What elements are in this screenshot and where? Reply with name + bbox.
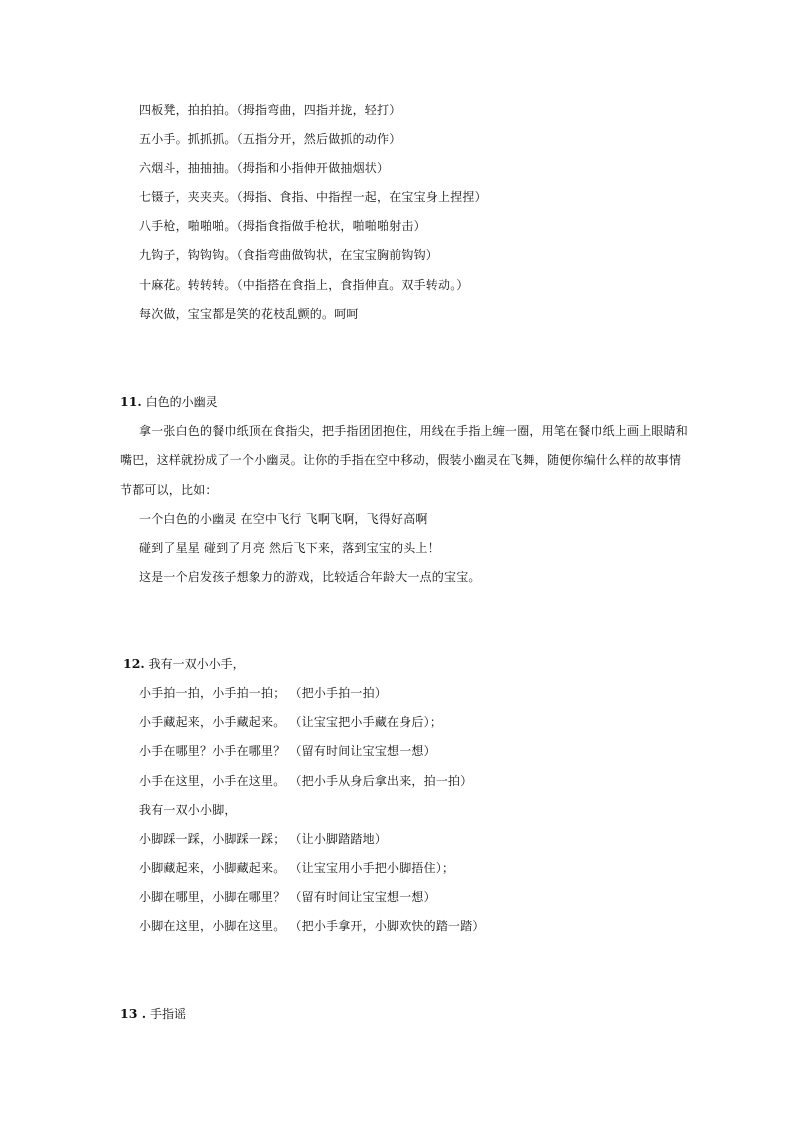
section-11-title: 白色的小幽灵 [145, 395, 218, 409]
rhyme-line-7: 七镊子，夹夹夹。（拇指、食指、中指捏一起，在宝宝身上捏捏） [139, 190, 487, 204]
section-11-heading [120, 394, 218, 410]
section-12-number: 12. [123, 656, 145, 671]
section-11-paragraph-line-3: 节都可以，比如： [120, 483, 218, 497]
section-12-line-5: 我有一双小小脚， [139, 803, 237, 817]
section-11-paragraph-line-2: 嘴巴，这样就扮成了一个小幽灵。让你的手指在空中移动，假装小幽灵在飞舞，随便你编什么样的故事情 [120, 453, 682, 467]
section-12-heading [123, 656, 245, 672]
rhyme-line-10: 十麻花。转转转。（中指搭在食指上，食指伸直。双手转动。） [139, 278, 469, 292]
section-13-heading [120, 1006, 186, 1022]
section-12-line-2: 小手藏起来，小手藏起来。 （让宝宝把小手藏在身后）； [139, 715, 443, 729]
rhyme-line-8: 八手枪，啪啪啪。（拇指食指做手枪状，啪啪啪射击） [139, 219, 426, 233]
rhyme-line-5: 五小手。抓抓抓。（五指分开，然后做抓的动作） [139, 132, 402, 146]
section-12-line-6: 小脚踩一踩，小脚踩一踩； （让小脚踏踏地） [139, 832, 388, 846]
section-12-line-8: 小脚在哪里，小脚在哪里？ （留有时间让宝宝想一想） [139, 890, 436, 904]
section-11-verse-line-1: 一个白色的小幽灵 在空中飞行 飞啊飞啊，飞得好高啊 [139, 512, 428, 526]
rhyme-line-9: 九钩子，钩钩钩。（食指弯曲做钩状，在宝宝胸前钩钩） [139, 248, 439, 262]
section-12-line-3: 小手在哪里？小手在哪里？ （留有时间让宝宝想一想） [139, 744, 436, 758]
section-12-line-7: 小脚藏起来，小脚藏起来。 （让宝宝用小手把小脚捂住）； [139, 861, 455, 875]
section-12-line-9: 小脚在这里，小脚在这里。 （把小手拿开，小脚欢快的踏一踏） [139, 919, 485, 933]
section-13-number: 13 . [120, 1006, 147, 1021]
rhyme-line-6: 六烟斗，抽抽抽。（拇指和小指伸开做抽烟状） [139, 161, 390, 175]
rhyme-line-4: 四板凳，拍拍拍。（拇指弯曲，四指并拢，轻打） [139, 103, 402, 117]
section-11-paragraph-line-1: 拿一张白色的餐巾纸顶在食指尖，把手指团团抱住，用线在手指上缠一圈，用笔在餐巾纸上画上眼睛和 [139, 424, 689, 438]
section-12-title: 我有一双小小手， [148, 657, 245, 671]
section-12-line-1: 小手拍一拍，小手拍一拍； （把小手拍一拍） [139, 686, 388, 700]
rhyme-closing-note: 每次做，宝宝都是笑的花枝乱颤的。呵呵 [139, 307, 359, 321]
section-13-title: 手指谣 [149, 1007, 186, 1021]
section-11-verse-line-2: 碰到了星星 碰到了月亮 然后飞下来，落到宝宝的头上！ [139, 541, 440, 555]
section-11-note: 这是一个启发孩子想象力的游戏，比较适合年龄大一点的宝宝。 [139, 570, 481, 584]
section-12-line-4: 小手在这里，小手在这里。 （把小手从身后拿出来，拍一拍） [139, 774, 473, 788]
section-11-number: 11. [120, 394, 142, 409]
